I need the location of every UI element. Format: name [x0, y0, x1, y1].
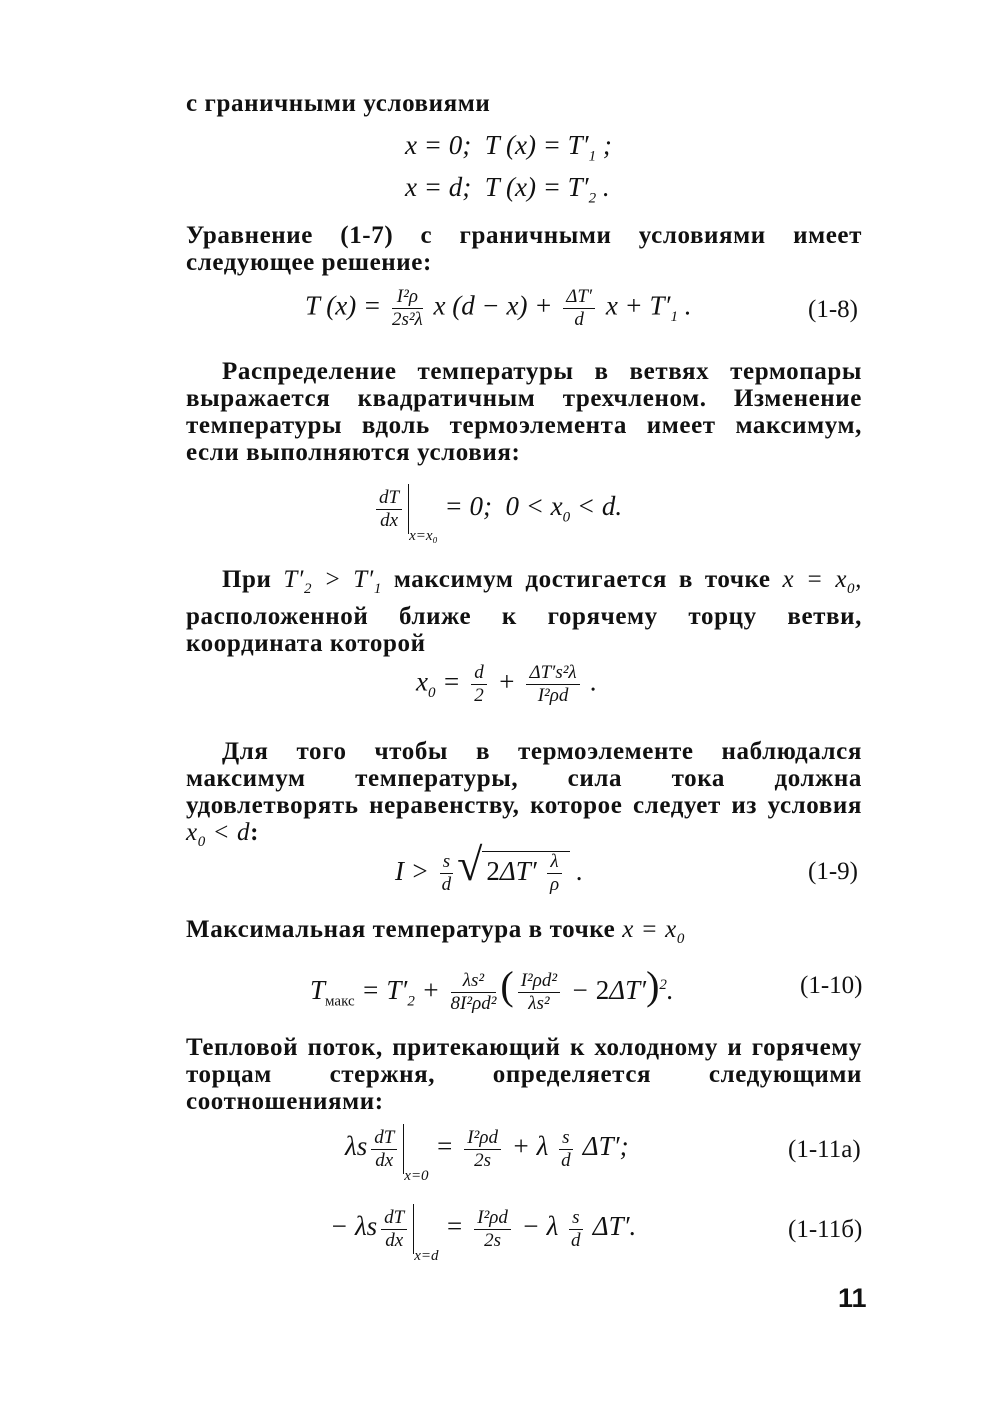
- paragraph-solution-intro: Уравнение (1-7) с граничными условиями имеет следующее решение:: [186, 222, 862, 276]
- paragraph-boundary-conditions-intro: с граничными условиями: [186, 90, 491, 117]
- equation-1-11a: λs $\frac{dT}{dx}$ $_{x=0}$ = $\frac{\text{I²ρd}}{2s}$ + λ $\frac{s}{d}$ ΔT′;: [345, 1124, 629, 1174]
- page-number: 11: [838, 1283, 867, 1313]
- equation-number-1-9: (1-9): [808, 858, 858, 885]
- equation-1-8: T (x) = $\frac{\text{I²ρ}}{\text{2s²λ}}$ x (d − x) + $\frac{\Delta T'}{d}$ $x + T'_1$ .: [305, 286, 692, 330]
- equation-1-10: $T_{макс} = T'_2$ + $\frac{\text{λs²}}{\text{8I²ρd²}}$ ( $\frac{\text{I²ρd²}}{\text{λs²}}$ − 2ΔT′)$^2$.: [310, 963, 674, 1015]
- equation-number-1-11a: (1-11а): [788, 1136, 861, 1163]
- equation-number-1-8: (1-8): [808, 296, 858, 323]
- equation-number-1-10: (1-10): [800, 972, 863, 999]
- equation-boundary-1: x = 0; T $(x) = T'_1$ ;: [405, 130, 612, 165]
- paragraph-current-condition-text: Для того чтобы в термоэлементе наблюдался максимум температуры, сила тока должна удовлетворять неравенству, которое следует из условия: [186, 738, 862, 819]
- equation-number-1-11b: (1-11б): [788, 1216, 863, 1243]
- paragraph-heat-flow: Тепловой поток, притекающий к холодному и горячему торцам стержня, определяется следующими соотношениями:: [186, 1034, 862, 1115]
- equation-1-9: I > $\frac{s}{d}$ √ 2ΔT′ $\frac{\lambda}{\rho}$ .: [395, 839, 584, 896]
- paragraph-max-point: При $T'_2 > T'_1$ максимум достигается в точке $x = x_0$, расположенной ближе к горячему торцу ветви, координата которой: [186, 566, 862, 657]
- equation-1-11b: − λs $\frac{dT}{dx}$ $_{x=d}$ = $\frac{\text{I²ρd}}{2s}$ − λ $\frac{s}{d}$ ΔT′.: [330, 1204, 636, 1254]
- paragraph-max-temperature: Максимальная температура в точке $x = x_0$: [186, 916, 685, 947]
- paragraph-current-condition: Для того чтобы в термоэлементе наблюдался максимум температуры, сила тока должна удовлетворять неравенству, которое следует из условия $x_0 < d$:: [186, 738, 862, 850]
- equation-x0: $x_0$ = $\frac{d}{2}$ + $\frac{\text{ΔT′s²λ}}{\text{I²ρd}}$ .: [416, 662, 598, 706]
- equation-max-condition: $\frac{dT}{dx}$ $_{x=x_0}$ = 0; $0 < x_0 < d$.: [372, 484, 622, 534]
- subscript-maks: макс: [325, 993, 355, 1010]
- paragraph-max-point-tail: расположенной ближе к горячему торцу ветви, координата которой: [186, 603, 862, 657]
- paragraph-max-temperature-text: Максимальная температура в точке: [186, 916, 616, 943]
- paragraph-max-point-lead: При: [222, 566, 272, 593]
- paragraph-temperature-distribution: Распределение температуры в ветвях термопары выражается квадратичным трехчленом. Изменение температуры вдоль термоэлемента имеет максимум, если выполняются условия:: [186, 358, 862, 466]
- equation-boundary-2: x = d; T $(x) = T'_2$ .: [405, 172, 610, 207]
- paragraph-max-point-mid: максимум достигается в точке: [393, 566, 771, 593]
